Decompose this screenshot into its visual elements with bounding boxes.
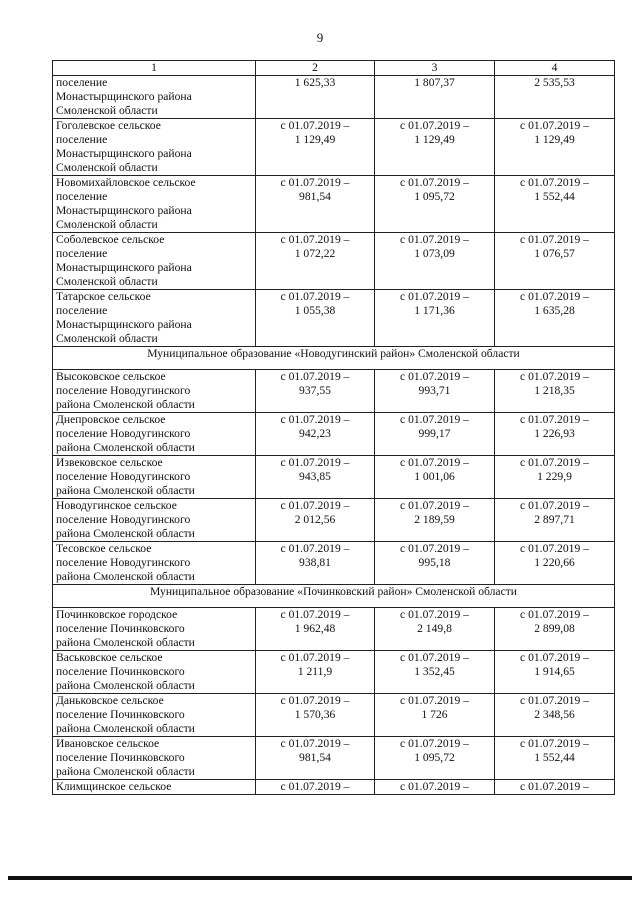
tariff-value-col3 xyxy=(375,233,495,290)
value-line: 1 962,48 xyxy=(294,622,336,635)
tariff-value-col4 xyxy=(495,119,615,176)
value-line: 1 229,9 xyxy=(537,470,572,483)
table-row xyxy=(53,499,615,542)
tariff-value-col3 xyxy=(375,119,495,176)
tariff-value-col4 xyxy=(495,499,615,542)
tariff-value-col4 xyxy=(495,780,615,795)
tariff-value-col3 xyxy=(375,76,495,119)
value-line: с 01.07.2019 – xyxy=(520,737,589,750)
tariff-value-col2 xyxy=(256,76,375,119)
tariff-value-col3 xyxy=(375,737,495,780)
value-line: с 01.07.2019 – xyxy=(280,119,350,132)
value-line: с 01.07.2019 – xyxy=(520,608,589,621)
table-row xyxy=(53,780,615,795)
tariff-value-col4 xyxy=(495,413,615,456)
value-line: 1 076,57 xyxy=(534,247,575,260)
value-line: 1 095,72 xyxy=(414,751,455,764)
value-line: с 01.07.2019 – xyxy=(400,608,469,621)
table-row xyxy=(53,290,615,347)
bottom-divider xyxy=(8,876,632,880)
value-line: с 01.07.2019 – xyxy=(280,370,350,383)
municipality-name: Высоковское сельское поселение Новодугинского района Смоленской области xyxy=(53,370,256,413)
value-line: с 01.07.2019 – xyxy=(520,651,589,664)
value-line: с 01.07.2019 – xyxy=(520,413,589,426)
value-line: с 01.07.2019 – xyxy=(400,737,469,750)
value-line: 1 095,72 xyxy=(414,190,455,203)
tariff-value-col4 xyxy=(495,737,615,780)
tariff-value-col2 xyxy=(256,780,375,795)
tariff-value-col2 xyxy=(256,456,375,499)
tariff-value-col2 xyxy=(256,608,375,651)
value-line: с 01.07.2019 – xyxy=(400,413,469,426)
table-row xyxy=(53,233,615,290)
table-row xyxy=(53,456,615,499)
table-row xyxy=(53,413,615,456)
value-line: 937,55 xyxy=(299,384,331,397)
value-line: с 01.07.2019 – xyxy=(400,233,469,246)
value-line: с 01.07.2019 – xyxy=(520,176,589,189)
value-line: 943,85 xyxy=(299,470,331,483)
value-line: с 01.07.2019 – xyxy=(520,694,589,707)
tariff-value-col3 xyxy=(375,608,495,651)
tariff-value-col3 xyxy=(375,542,495,585)
municipality-name: Даньковское сельское поселение Починковского района Смоленской области xyxy=(53,694,256,737)
tariff-value-col4 xyxy=(495,290,615,347)
tariff-value-col2 xyxy=(256,413,375,456)
municipality-name: Соболевское сельское поселение Монастырщинского района Смоленской области xyxy=(53,233,256,290)
municipality-name: Ивановское сельское поселение Починковского района Смоленской области xyxy=(53,737,256,780)
tariff-value-col2 xyxy=(256,542,375,585)
value-line: с 01.07.2019 – xyxy=(280,651,350,664)
tariff-value-col4 xyxy=(495,370,615,413)
value-line: 2 535,53 xyxy=(534,76,575,89)
value-line: 1 073,09 xyxy=(414,247,455,260)
value-line: 1 226,93 xyxy=(534,427,575,440)
value-line: с 01.07.2019 – xyxy=(400,542,469,555)
value-line: 1 055,38 xyxy=(294,304,336,317)
table-row xyxy=(53,119,615,176)
tariff-value-col3 xyxy=(375,176,495,233)
section-title: Муниципальное образование «Новодугинский район» Смоленской области xyxy=(53,347,615,370)
value-line: с 01.07.2019 – xyxy=(280,737,350,750)
tariff-value-col3 xyxy=(375,694,495,737)
municipality-name: поселение Монастырщинского района Смоленской области xyxy=(53,76,256,119)
value-line: 942,23 xyxy=(299,427,331,440)
value-line: 1 914,65 xyxy=(534,665,575,678)
tariff-table xyxy=(52,60,615,795)
value-line: 1 552,44 xyxy=(534,190,575,203)
tariff-value-col2 xyxy=(256,290,375,347)
value-line: с 01.07.2019 – xyxy=(520,119,589,132)
tariff-value-col3 xyxy=(375,456,495,499)
value-line: 1 171,36 xyxy=(414,304,455,317)
section-row xyxy=(53,347,615,370)
table-row xyxy=(53,76,615,119)
value-line: с 01.07.2019 – xyxy=(520,456,589,469)
value-line: 1 726 xyxy=(421,708,448,721)
value-line: 1 625,33 xyxy=(294,76,336,89)
tariff-value-col2 xyxy=(256,176,375,233)
value-line: 999,17 xyxy=(418,427,451,440)
value-line: 938,81 xyxy=(299,556,331,569)
value-line: 2 149,8 xyxy=(417,622,452,635)
value-line: с 01.07.2019 – xyxy=(280,694,350,707)
value-line: с 01.07.2019 – xyxy=(280,499,350,512)
tariff-value-col2 xyxy=(256,370,375,413)
table-row xyxy=(53,542,615,585)
tariff-value-col2 xyxy=(256,651,375,694)
value-line: 1 552,44 xyxy=(534,751,575,764)
value-line: с 01.07.2019 – xyxy=(280,233,350,246)
value-line: 2 348,56 xyxy=(534,708,575,721)
value-line: с 01.07.2019 – xyxy=(400,290,469,303)
value-line: с 01.07.2019 – xyxy=(280,176,350,189)
value-line: 1 129,49 xyxy=(534,133,575,146)
value-line: 995,18 xyxy=(418,556,451,569)
table-body xyxy=(53,76,615,795)
value-line: 2 899,08 xyxy=(534,622,575,635)
column-header: 2 xyxy=(256,61,375,76)
value-line: с 01.07.2019 – xyxy=(280,413,350,426)
municipality-name: Извековское сельское поселение Новодугинского района Смоленской области xyxy=(53,456,256,499)
value-line: 1 072,22 xyxy=(294,247,336,260)
value-line: 1 352,45 xyxy=(414,665,455,678)
table-row xyxy=(53,176,615,233)
value-line: с 01.07.2019 – xyxy=(400,119,469,132)
section-row xyxy=(53,585,615,608)
table-row xyxy=(53,694,615,737)
tariff-value-col2 xyxy=(256,119,375,176)
value-line: 1 807,37 xyxy=(414,76,455,89)
value-line: 981,54 xyxy=(299,751,331,764)
value-line: 2 012,56 xyxy=(294,513,336,526)
value-line: 981,54 xyxy=(299,190,331,203)
tariff-value-col4 xyxy=(495,608,615,651)
tariff-value-col3 xyxy=(375,780,495,795)
value-line: 1 220,66 xyxy=(534,556,575,569)
column-header: 1 xyxy=(53,61,256,76)
tariff-value-col3 xyxy=(375,651,495,694)
page-number: 9 xyxy=(316,30,324,45)
value-line: 1 635,28 xyxy=(534,304,575,317)
value-line: 2 189,59 xyxy=(414,513,455,526)
value-line: 993,71 xyxy=(418,384,451,397)
value-line: с 01.07.2019 – xyxy=(520,542,589,555)
section-title: Муниципальное образование «Починковский район» Смоленской области xyxy=(53,585,615,608)
value-line: с 01.07.2019 – xyxy=(400,176,469,189)
municipality-name: Татарское сельское поселение Монастырщинского района Смоленской области xyxy=(53,290,256,347)
tariff-value-col4 xyxy=(495,233,615,290)
municipality-name: Тесовское сельское поселение Новодугинского района Смоленской области xyxy=(53,542,256,585)
municipality-name: Новодугинское сельское поселение Новодугинского района Смоленской области xyxy=(53,499,256,542)
municipality-name: Климщинское сельское xyxy=(53,780,256,795)
header-row xyxy=(53,61,615,76)
municipality-name: Починковское городское поселение Починковского района Смоленской области xyxy=(53,608,256,651)
value-line: с 01.07.2019 – xyxy=(400,456,469,469)
table-row xyxy=(53,608,615,651)
municipality-name: Гоголевское сельское поселение Монастырщинского района Смоленской области xyxy=(53,119,256,176)
municipality-name: Васьковское сельское поселение Починковского района Смоленской области xyxy=(53,651,256,694)
table-row xyxy=(53,651,615,694)
value-line: 1 001,06 xyxy=(414,470,455,483)
value-line: 1 211,9 xyxy=(297,665,333,678)
value-line: с 01.07.2019 – xyxy=(520,233,589,246)
tariff-value-col3 xyxy=(375,499,495,542)
value-line: с 01.07.2019 – xyxy=(400,370,469,383)
value-line: с 01.07.2019 – xyxy=(400,499,469,512)
value-line: 1 218,35 xyxy=(534,384,575,397)
tariff-value-col3 xyxy=(375,370,495,413)
value-line: с 01.07.2019 – xyxy=(520,780,589,793)
value-line: с 01.07.2019 – xyxy=(280,780,350,793)
value-line: 2 897,71 xyxy=(534,513,575,526)
tariff-value-col4 xyxy=(495,694,615,737)
tariff-value-col4 xyxy=(495,76,615,119)
value-line: 1 570,36 xyxy=(294,708,336,721)
table-row xyxy=(53,737,615,780)
column-header: 3 xyxy=(375,61,495,76)
tariff-value-col2 xyxy=(256,233,375,290)
table-row xyxy=(53,370,615,413)
tariff-value-col4 xyxy=(495,176,615,233)
value-line: 1 129,49 xyxy=(294,133,336,146)
value-line: с 01.07.2019 – xyxy=(520,499,589,512)
value-line: с 01.07.2019 – xyxy=(280,608,350,621)
tariff-value-col2 xyxy=(256,499,375,542)
value-line: с 01.07.2019 – xyxy=(400,780,469,793)
tariff-value-col3 xyxy=(375,290,495,347)
tariff-value-col4 xyxy=(495,651,615,694)
municipality-name: Новомихайловское сельское поселение Монастырщинского района Смоленской области xyxy=(53,176,256,233)
value-line: с 01.07.2019 – xyxy=(400,694,469,707)
tariff-value-col4 xyxy=(495,456,615,499)
value-line: 1 129,49 xyxy=(414,133,455,146)
value-line: с 01.07.2019 – xyxy=(280,290,350,303)
value-line: с 01.07.2019 – xyxy=(280,456,350,469)
tariff-value-col2 xyxy=(256,737,375,780)
column-header: 4 xyxy=(495,61,615,76)
tariff-value-col3 xyxy=(375,413,495,456)
value-line: с 01.07.2019 – xyxy=(280,542,350,555)
tariff-value-col2 xyxy=(256,694,375,737)
value-line: с 01.07.2019 – xyxy=(520,370,589,383)
value-line: с 01.07.2019 – xyxy=(520,290,589,303)
municipality-name: Днепровское сельское поселение Новодугинского района Смоленской области xyxy=(53,413,256,456)
tariff-value-col4 xyxy=(495,542,615,585)
value-line: с 01.07.2019 – xyxy=(400,651,469,664)
